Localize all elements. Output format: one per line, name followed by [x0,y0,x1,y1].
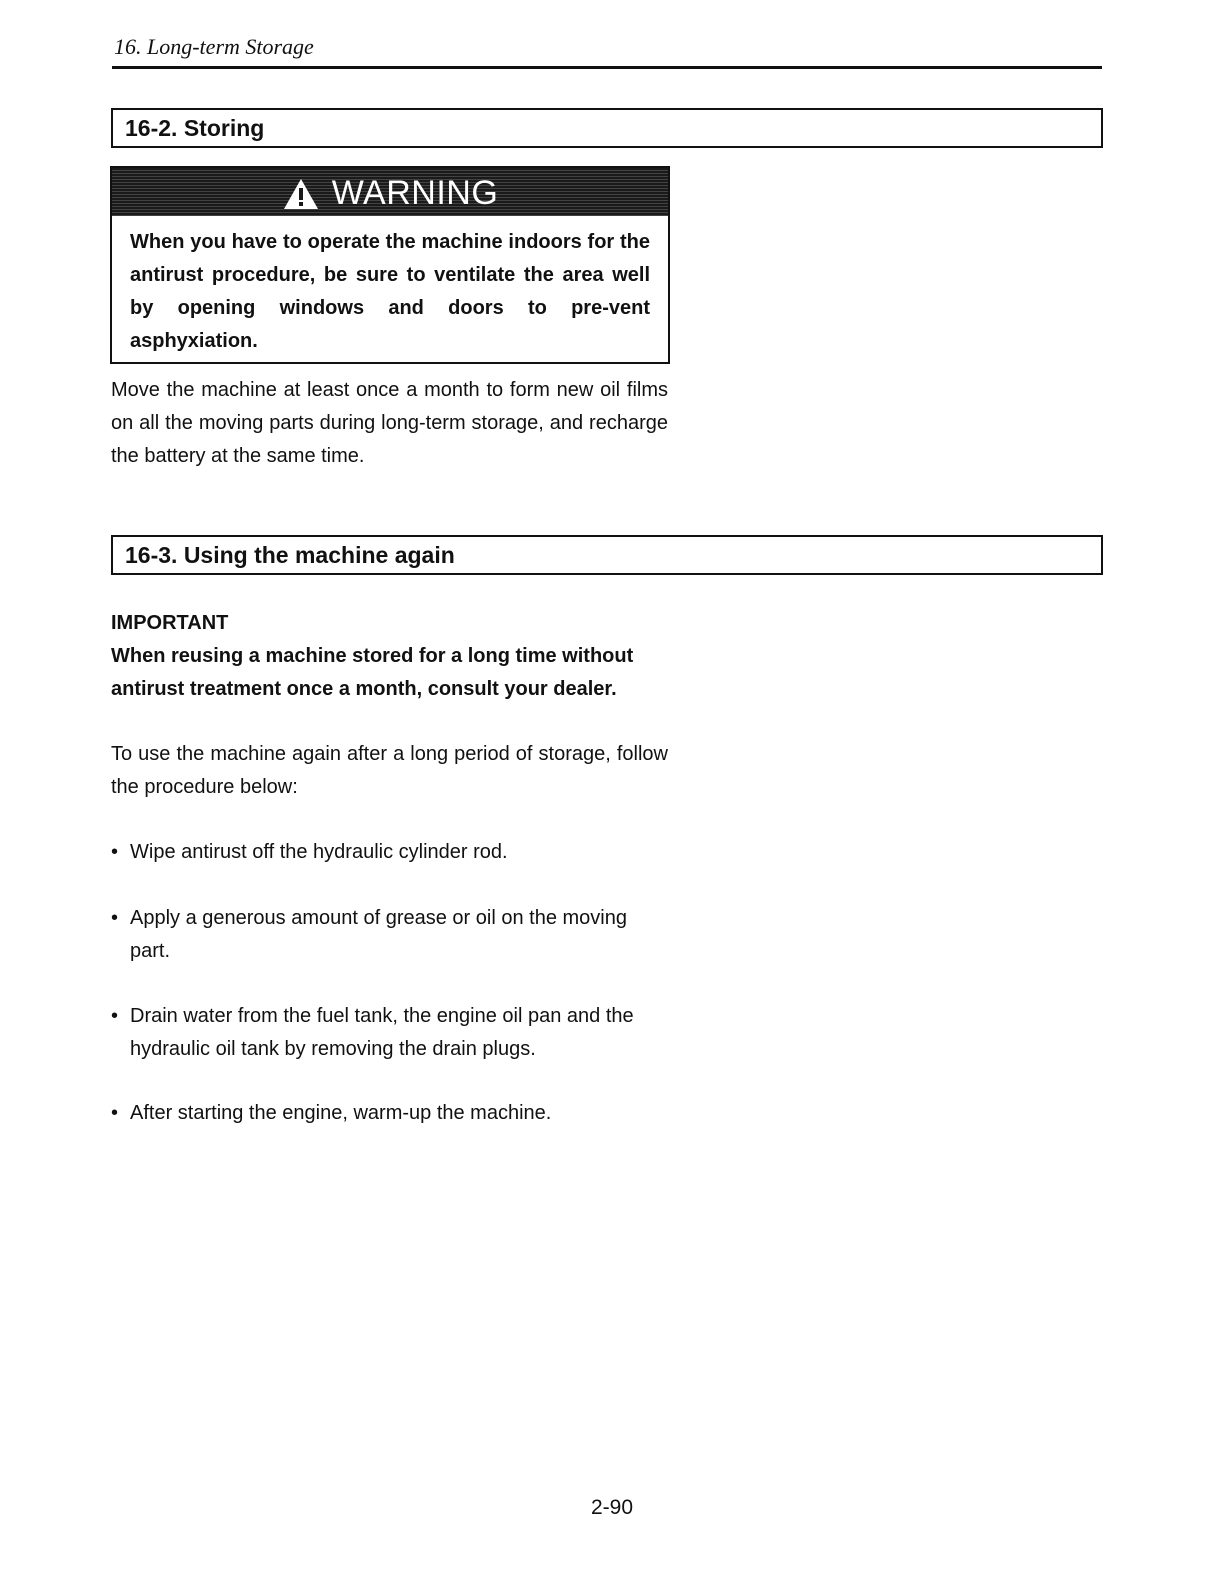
chapter-title: 16. Long-term Storage [114,34,314,59]
list-item-text: Drain water from the fuel tank, the engine oil pan and the hydraulic oil tank by removing the drain plugs. [130,1005,634,1060]
bullet-marker: • [111,1005,119,1027]
warning-banner [112,168,668,216]
section-title: 16-2. Storing [125,115,265,141]
list-item [111,1097,668,1130]
list-item-text: Wipe antirust off the hydraulic cylinder rod. [130,841,508,863]
warning-box [110,166,670,364]
list-item-text: Apply a generous amount of grease or oil on the moving part. [130,907,627,962]
list-item [111,1000,668,1066]
bullet-marker: • [111,841,119,863]
section-using-heading [111,535,1103,575]
section-title: 16-3. Using the machine again [125,542,455,568]
warning-triangle-icon [282,177,320,211]
page-number: 2-90 [590,1496,634,1519]
storing-paragraph: Move the machine at least once a month to form new oil films on all the moving parts during long-term storage, and recharge the battery at the same time. [111,379,668,467]
section-storing-heading [111,108,1103,148]
list-item-text: After starting the engine, warm-up the machine. [130,1102,552,1124]
important-notice [111,607,668,706]
list-item [111,836,668,869]
using-intro-paragraph: To use the machine again after a long period of storage, follow the procedure below: [111,743,668,798]
important-heading: IMPORTANT [111,612,229,634]
important-text: When reusing a machine stored for a long time without antirust treatment once a month, consult your dealer. [111,645,634,700]
list-item [111,902,668,968]
bullet-marker: • [111,907,119,929]
warning-label: WARNING [331,174,499,212]
page-header [112,30,1102,69]
warning-text: When you have to operate the machine indoors for the antirust procedure, be sure to ventilate the area well by opening windows and doors to pre-vent asphyxiation. [130,231,650,352]
bullet-marker: • [111,1102,119,1124]
